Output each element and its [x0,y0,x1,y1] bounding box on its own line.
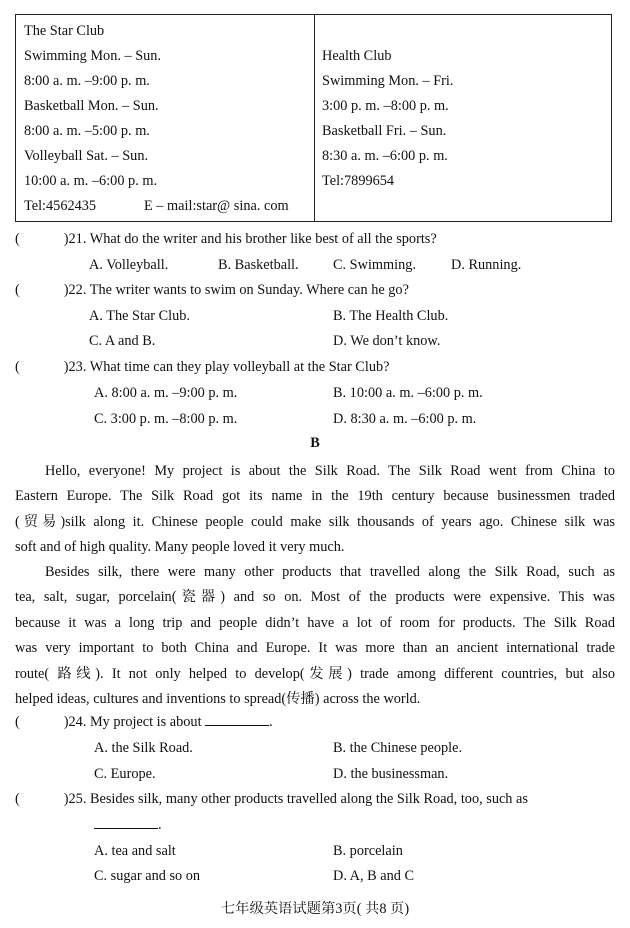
health-swimming-time: 3:00 p. m. –8:00 p. m. [322,98,449,114]
q25-answer-blank[interactable] [94,827,158,829]
star-basketball-days: Basketball Mon. – Sun. [24,98,159,114]
star-volleyball-time: 10:00 a. m. –6:00 p. m. [24,173,158,189]
q23-option-b[interactable]: B. 10:00 a. m. –6:00 p. m. [333,385,483,401]
q21-option-c[interactable]: C. Swimming. [333,257,417,273]
q23-stem-text: )23. What time can they play volleyball at the Star Club? [63,359,390,375]
para1-line-1: Hello, everyone! My project is about the Silk Road. The Silk Road went from China to [45,463,615,479]
q21-option-b[interactable]: B. Basketball. [218,257,299,273]
health-club-title: Health Club [322,48,392,64]
club-info-table [15,14,612,222]
q22-option-a[interactable]: A. The Star Club. [89,308,190,324]
q24-option-b[interactable]: B. the Chinese people. [333,740,463,756]
q25-stem-text: )25. Besides silk, many other products travelled along the Silk Road, too, such as [63,791,528,807]
q24-option-c[interactable]: C. Europe. [94,766,156,782]
q21-paren: ( [15,231,20,247]
para1-line-2: Eastern Europe. The Silk Road got its name in the 19th century because businessmen traded [15,488,615,505]
table-divider [314,15,315,221]
para2-line-6: helped ideas, cultures and inventions to spread(传播) across the world. [15,691,421,708]
para2-line-4: was very important to both China and Europe. It was more than an ancient international trade [15,640,615,657]
q24-stem [15,714,273,731]
para2-line-5: route( 路线). It not only helped to develop(发展) trade among different countries, but also [15,665,615,682]
q22-option-b[interactable]: B. The Health Club. [333,308,449,324]
q23-option-c[interactable]: C. 3:00 p. m. –8:00 p. m. [94,411,238,427]
star-tel: Tel:4562435 [24,198,97,214]
q23-option-a[interactable]: A. 8:00 a. m. –9:00 p. m. [94,385,238,401]
q25-option-d[interactable]: D. A, B and C [333,868,415,884]
section-b-title: B [310,435,320,451]
q25-paren: ( [15,791,20,807]
star-basketball-time: 8:00 a. m. –5:00 p. m. [24,123,150,139]
health-basketball-days: Basketball Fri. – Sun. [322,123,447,139]
q24-option-a[interactable]: A. the Silk Road. [94,740,193,756]
para2-line-1: Besides silk, there were many other products that travelled along the Silk Road, such as [45,564,615,580]
q23-paren: ( [15,359,20,375]
q22-paren: ( [15,282,20,298]
q25-option-a[interactable]: A. tea and salt [94,843,176,859]
q21-option-d[interactable]: D. Running. [451,257,522,273]
para2-line-3: because it was a long trip and people didn’t have a lot of room for products. The Silk Road [15,614,615,631]
passage-paragraph-2 [15,560,615,712]
q23-stem [15,359,389,376]
q21-stem [15,231,437,248]
q25-stem-continued [94,817,162,834]
health-swimming-days: Swimming Mon. – Fri. [322,73,454,89]
health-tel: Tel:7899654 [322,173,395,189]
q22-stem-text: )22. The writer wants to swim on Sunday. Where can he go? [63,282,409,298]
star-email: E – mail:star@ sina. com [144,198,289,214]
q21-stem-text: )21. What do the writer and his brother like best of all the sports? [63,231,437,247]
q21-option-a[interactable]: A. Volleyball. [89,257,169,273]
q24-paren: ( [15,714,20,730]
q25-stem-end: . [158,817,162,833]
para1-line-4: soft and of high quality. Many people loved it very much. [15,539,345,556]
para2-line-2: tea, salt, sugar, porcelain(瓷器) and so on. Most of the products were expensive. This was [15,589,615,606]
q25-option-c[interactable]: C. sugar and so on [94,868,201,884]
q24-option-d[interactable]: D. the businessman. [333,766,449,782]
q24-stem-text: )24. My project is about [63,714,202,730]
q22-option-c[interactable]: C. A and B. [89,333,156,349]
q24-answer-blank[interactable] [205,724,269,726]
q25-stem [15,791,528,808]
passage-paragraph-1 [15,459,615,561]
star-swimming-days: Swimming Mon. – Sun. [24,48,162,64]
q22-option-d[interactable]: D. We don’t know. [333,333,441,349]
q22-stem [15,282,409,299]
q23-option-d[interactable]: D. 8:30 a. m. –6:00 p. m. [333,411,477,427]
q25-option-b[interactable]: B. porcelain [333,843,403,859]
star-club-title: The Star Club [24,23,105,39]
page-footer: 七年级英语试题第3页( 共8 页) [220,901,410,917]
health-basketball-time: 8:30 a. m. –6:00 p. m. [322,148,448,164]
q24-stem-end: . [269,714,273,730]
star-swimming-time: 8:00 a. m. –9:00 p. m. [24,73,150,89]
para1-line-3: (贸易)silk along it. Chinese people could make silk thousands of years ago. Chinese silk was [15,513,615,530]
star-volleyball-days: Volleyball Sat. – Sun. [24,148,149,164]
